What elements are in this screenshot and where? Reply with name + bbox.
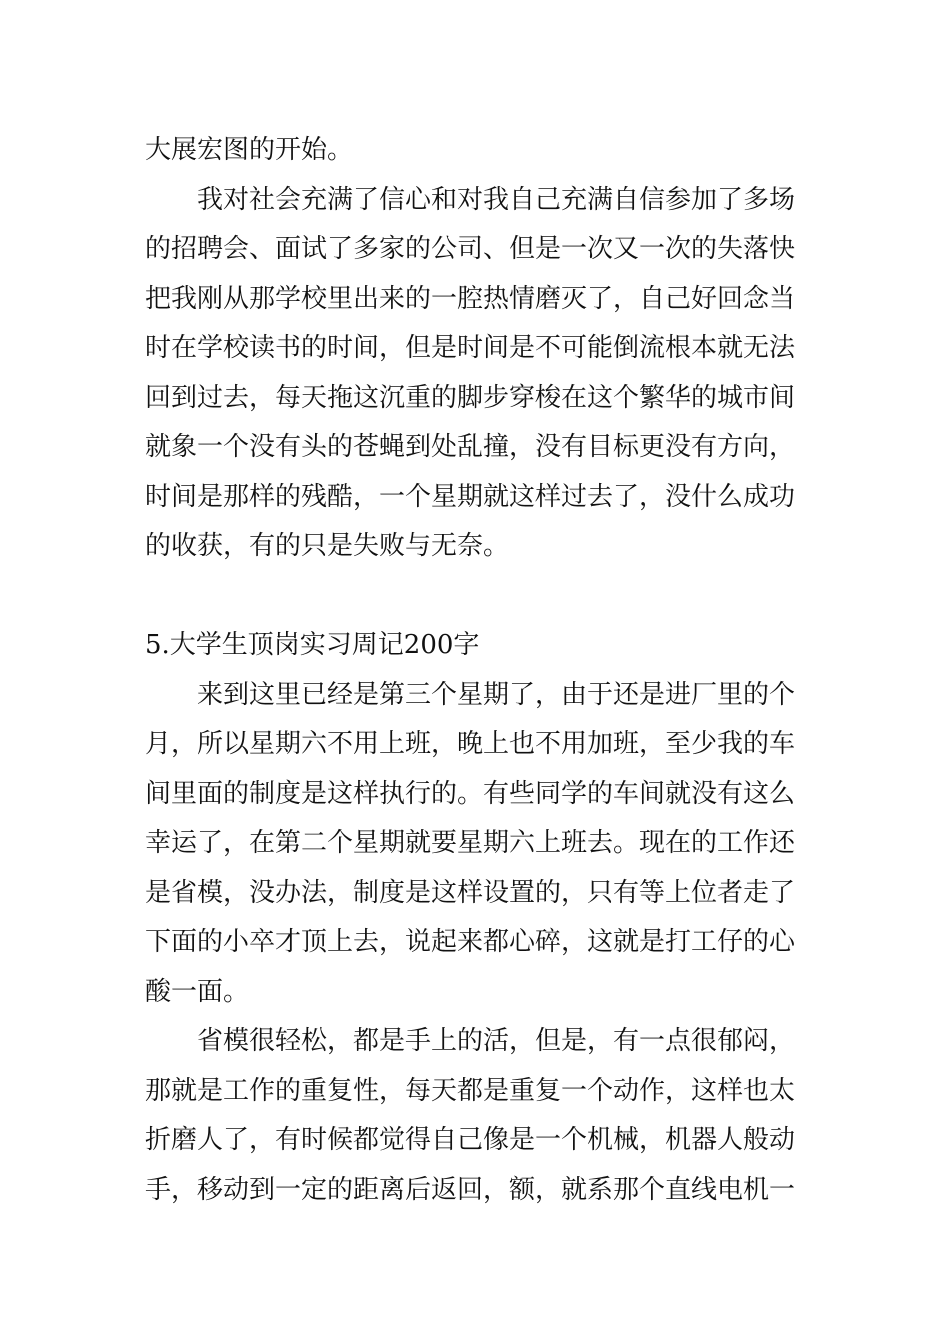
- document-body: [145, 126, 810, 1215]
- text-line: 的收获，有的只是失败与无奈。: [145, 531, 510, 561]
- text-line: 那就是工作的重复性，每天都是重复一个动作，这样也太: [145, 1075, 796, 1106]
- text-line: 回到过去，每天拖这沉重的脚步穿梭在这个繁华的城市间: [145, 382, 796, 413]
- text-line: 就象一个没有头的苍蝇到处乱撞，没有目标更没有方向，: [145, 432, 796, 462]
- text-line: 省模很轻松，都是手上的活，但是，有一点很郁闷，: [197, 1026, 796, 1056]
- text-line: 月，所以星期六不用上班，晚上也不用加班，至少我的车: [145, 729, 796, 759]
- paragraph-third-week: [145, 671, 810, 1018]
- paragraph-mold-work: [145, 1017, 810, 1215]
- paragraph-gap: [145, 572, 810, 622]
- text-line: 大展宏图的开始。: [145, 135, 354, 165]
- text-line: 酸一面。: [145, 976, 250, 1007]
- text-line: 折磨人了，有时候都觉得自己像是一个机械，机器人般动: [145, 1125, 796, 1155]
- text-line: 间里面的制度是这样执行的。有些同学的车间就没有这么: [145, 778, 796, 809]
- section-heading: 5.大学生顶岗实习周记200字: [145, 630, 480, 660]
- paragraph-continuation: [145, 126, 810, 176]
- section-5: [145, 621, 810, 1215]
- text-line: 的招聘会、面试了多家的公司、但是一次又一次的失落快: [145, 234, 796, 264]
- text-line: 手，移动到一定的距离后返回，额，就系那个直线电机一: [145, 1174, 796, 1205]
- text-line: 把我刚从那学校里出来的一腔热情磨灭了，自己好回念当: [145, 283, 796, 314]
- text-line: 下面的小卒才顶上去，说起来都心碎，这就是打工仔的心: [145, 927, 796, 957]
- text-line: 幸运了，在第二个星期就要星期六上班去。现在的工作还: [145, 828, 796, 858]
- text-line: 来到这里已经是第三个星期了，由于还是进厂里的个: [197, 679, 796, 710]
- text-line: 时间是那样的残酷，一个星期就这样过去了，没什么成功: [145, 481, 796, 512]
- text-line: 我对社会充满了信心和对我自己充满自信参加了多场: [197, 184, 796, 215]
- text-line: 是省模，没办法，制度是这样设置的，只有等上位者走了: [145, 877, 796, 908]
- paragraph-job-hunting: [145, 176, 810, 572]
- text-line: 时在学校读书的时间，但是时间是不可能倒流根本就无法: [145, 333, 796, 363]
